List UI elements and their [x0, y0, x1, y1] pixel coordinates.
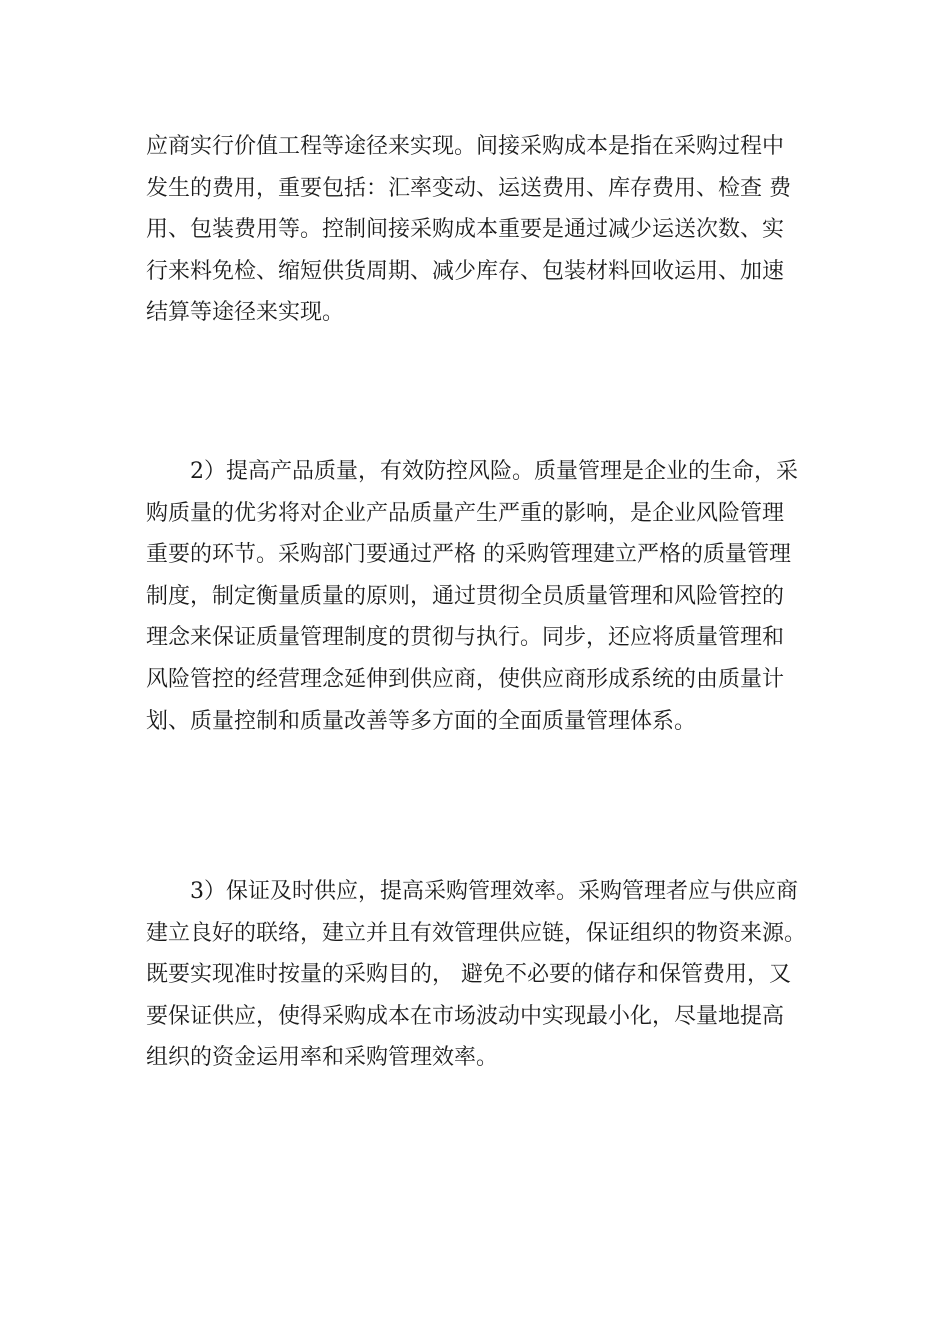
text-line: 3）保证及时供应，提高采购管理效率。采购管理者应与供应商: [190, 879, 798, 904]
text-line: 风险管控的经营理念延伸到供应商，使供应商形成系统的由质量计: [146, 666, 785, 692]
paragraph-timely-supply: [146, 871, 810, 1079]
text-line: 发生的费用，重要包括：汇率变动、运送费用、库存费用、检查 费: [146, 175, 791, 201]
text-line: 用、包装费用等。控制间接采购成本重要是通过减少运送次数、实: [146, 217, 785, 243]
text-line: 重要的环节。采购部门要通过严格 的采购管理建立严格的质量管理: [146, 542, 791, 568]
text-line: 2）提高产品质量，有效防控风险。质量管理是企业的生命，采: [190, 459, 798, 484]
text-line: 结算等途径来实现。: [146, 300, 345, 326]
paragraph-quality-risk: [146, 451, 810, 742]
text-line: 购质量的优劣将对企业产品质量产生严重的影响，是企业风险管理: [146, 500, 785, 526]
text-line: 行来料免检、缩短供货周期、减少库存、包装材料回收运用、加速: [146, 258, 785, 284]
text-line: 要保证供应，使得采购成本在市场波动中实现最小化，尽量地提高: [146, 1003, 785, 1029]
text-line: 理念来保证质量管理制度的贯彻与执行。同步，还应将质量管理和: [146, 625, 785, 651]
text-line: 划、质量控制和质量改善等多方面的全面质量管理体系。: [146, 708, 697, 734]
text-line: 应商实行价值工程等途径来实现。间接采购成本是指在采购过程中: [146, 134, 785, 159]
text-line: 既要实现准时按量的采购目的， 避免不必要的储存和保管费用，又: [146, 962, 791, 988]
text-line: 制度，制定衡量质量的原则，通过贯彻全员质量管理和风险管控的: [146, 583, 785, 609]
text-line: 建立良好的联络，建立并且有效管理供应链，保证组织的物资来源。: [146, 920, 807, 946]
paragraph-indirect-cost: [146, 126, 810, 334]
text-line: 组织的资金运用率和采购管理效率。: [146, 1045, 499, 1071]
